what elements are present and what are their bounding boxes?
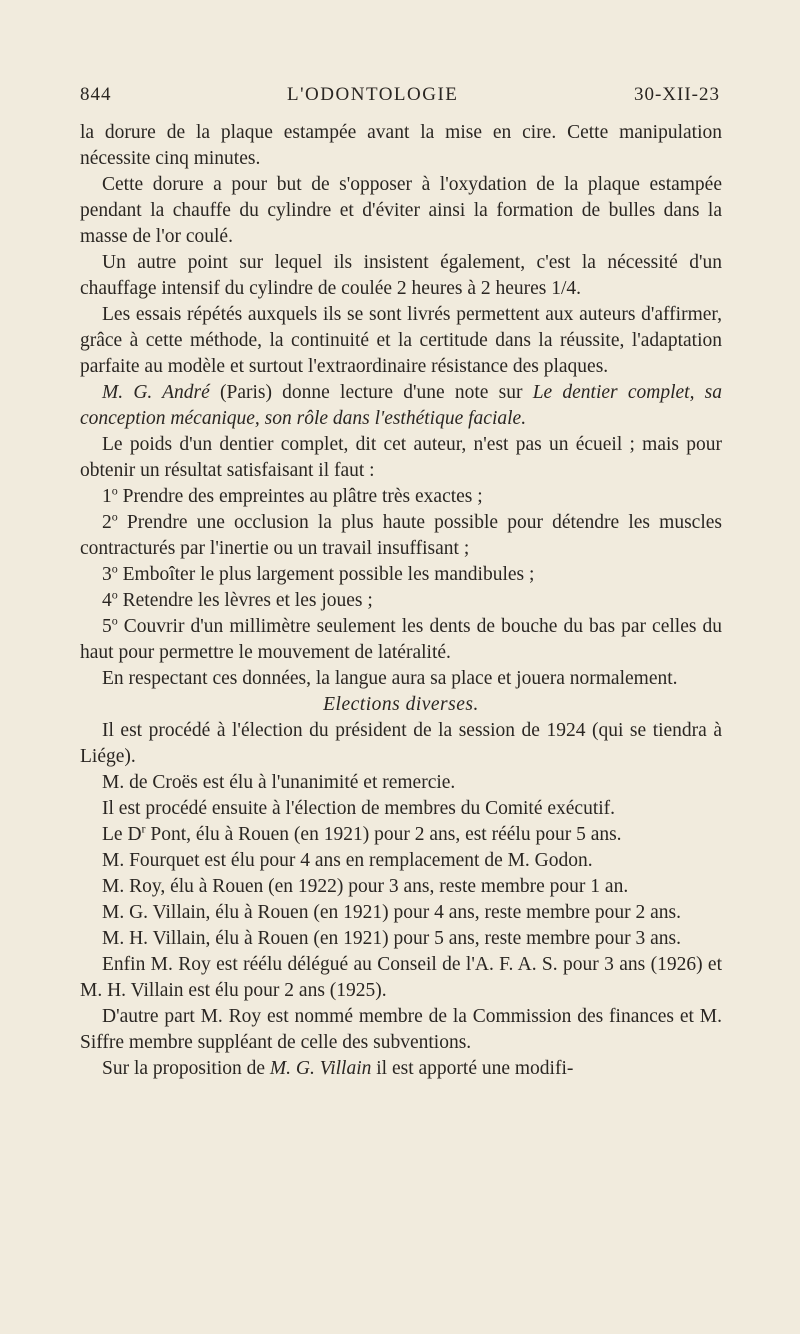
paragraph (80, 562, 722, 588)
text-run: 4 (102, 590, 112, 611)
text-run: M. H. Villain, élu à Rouen (en 1921) pour 5 ans, reste membre pour 3 ans. (102, 928, 682, 949)
text-run: Il est procédé à l'élection du président de la session de 1924 (qui se tiendra à Liége). (80, 720, 722, 767)
text-run: Cette dorure a pour but de s'opposer à l'oxydation de la plaque estampée pendant la chauffe du cylindre et d'éviter ainsi la formation de bulles dans la masse de l'or coulé. (80, 174, 722, 247)
text-run: la dorure de la plaque estampée avant la mise en cire. Cette manipulation nécessite cinq minutes. (80, 122, 722, 169)
text-run: 2 (102, 512, 112, 533)
paragraph (80, 952, 722, 1004)
paragraph (80, 1056, 722, 1082)
text-run: il est apporté une modifi- (371, 1058, 574, 1079)
superscript-text: o (111, 509, 118, 524)
body-text (80, 120, 722, 1082)
text-run: Prendre des empreintes au plâtre très exactes ; (117, 486, 483, 507)
issue-date: 30-XII-23 (633, 84, 720, 105)
superscript-text: o (111, 587, 118, 602)
text-run: 1 (102, 486, 112, 507)
text-run: D'autre part M. Roy est nommé membre de la Commission des finances et M. Siffre membre suppléant de celle des subventions. (80, 1006, 722, 1053)
text-run: Emboîter le plus largement possible les mandibules ; (117, 564, 535, 585)
italic-text: Le dentier complet, sa conception mécanique, son rôle dans l'esthétique faciale. (80, 382, 722, 429)
paragraph (80, 172, 722, 250)
paragraph (80, 666, 722, 692)
italic-text: M. G. André (102, 382, 210, 403)
text-run: Couvrir d'un millimètre seulement les dents de bouche du bas par celles du haut pour permettre le mouvement de latéralité. (80, 616, 722, 663)
text-run: M. de Croës est élu à l'unanimité et remercie. (102, 772, 456, 793)
text-run: Enfin M. Roy est réélu délégué au Conseil de l'A. F. A. S. pour 3 ans (1926) et M. H. Villain est élu pour 2 ans (1925). (80, 954, 722, 1001)
superscript-text: o (111, 483, 118, 498)
text-run: M. G. Villain, élu à Rouen (en 1921) pour 4 ans, reste membre pour 2 ans. (102, 902, 682, 923)
text-run: M. Fourquet est élu pour 4 ans en remplacement de M. Godon. (102, 850, 593, 871)
section-heading (80, 692, 722, 718)
page-number: 844 (80, 84, 112, 105)
paragraph (80, 510, 722, 562)
running-header (80, 84, 720, 106)
paragraph (80, 380, 722, 432)
paragraph (80, 848, 722, 874)
text-run: Un autre point sur lequel ils insistent également, c'est la nécessité d'un chauffage intensif du cylindre de coulée 2 heures à 2 heures 1/4. (80, 252, 722, 299)
text-run: (Paris) donne lecture d'une note sur (209, 382, 533, 403)
text-run: Elections diverses. (323, 694, 479, 715)
paragraph (80, 822, 722, 848)
text-run: Retendre les lèvres et les joues ; (117, 590, 373, 611)
journal-title: L'ODONTOLOGIE (287, 84, 459, 105)
paragraph (80, 432, 722, 484)
paragraph (80, 770, 722, 796)
text-run: Prendre une occlusion la plus haute possible pour détendre les muscles contracturés par l'inertie ou un travail insuffisant ; (80, 512, 722, 559)
paragraph (80, 900, 722, 926)
superscript-text: o (111, 561, 118, 576)
superscript-text: r (141, 821, 146, 836)
text-run: Sur la proposition de (102, 1058, 270, 1079)
paragraph (80, 1004, 722, 1056)
text-run: En respectant ces données, la langue aura sa place et jouera normalement. (102, 668, 678, 689)
text-run: M. Roy, élu à Rouen (en 1922) pour 3 ans, reste membre pour 1 an. (102, 876, 629, 897)
paragraph (80, 588, 722, 614)
text-run: Pont, élu à Rouen (en 1921) pour 2 ans, est réélu pour 5 ans. (145, 824, 622, 845)
paragraph (80, 614, 722, 666)
text-run: Le D (102, 824, 142, 845)
paragraph (80, 302, 722, 380)
text-run: Les essais répétés auxquels ils se sont livrés permettent aux auteurs d'affirmer, grâce à cette méthode, la continuité et la certitude dans la réussite, l'adaptation parfaite au modèle et surtout l'extraordinaire résistance des plaques. (80, 304, 722, 377)
text-run: Il est procédé ensuite à l'élection de membres du Comité exécutif. (102, 798, 616, 819)
text-run: 3 (102, 564, 112, 585)
paragraph (80, 926, 722, 952)
text-run: 5 (102, 616, 112, 637)
paragraph (80, 796, 722, 822)
text-run: Le poids d'un dentier complet, dit cet auteur, n'est pas un écueil ; mais pour obtenir un résultat satisfaisant il faut : (80, 434, 722, 481)
italic-text: M. G. Villain (269, 1058, 372, 1079)
paragraph (80, 718, 722, 770)
superscript-text: o (111, 613, 118, 628)
paragraph (80, 250, 722, 302)
paragraph (80, 484, 722, 510)
paragraph (80, 120, 722, 172)
paragraph (80, 874, 722, 900)
